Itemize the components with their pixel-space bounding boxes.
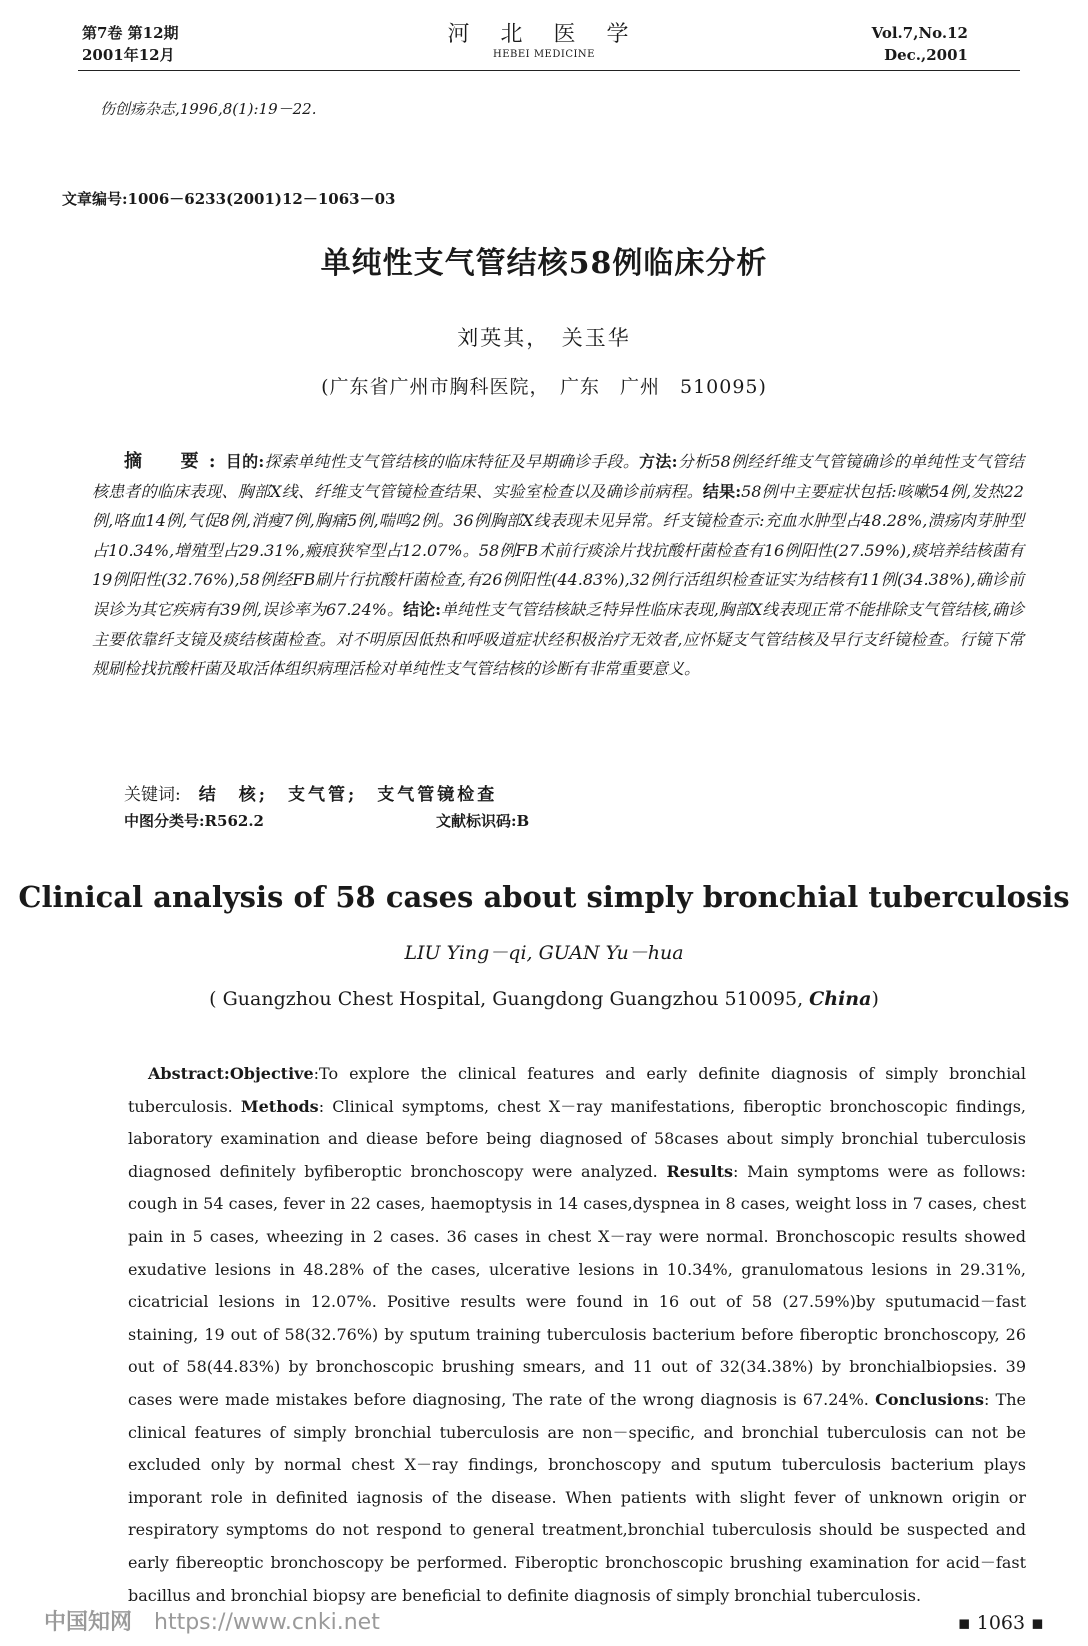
clc-number: 中图分类号:R562.2 <box>124 812 264 830</box>
keywords-line <box>124 780 497 805</box>
objective-text-en: :To explore the clinical features and early definite diagnosis of simply bronchial tuberculosis. <box>128 1064 1026 1116</box>
results-text-en: : Main symptoms were as follows: cough in 54 cases, fever in 22 cases, haemoptysis in 14 cases,dyspnea in 8 cases, weight loss in 7 cases, chest pain in 5 cases, wheezing in 2 cases. 36 cases in chest X－ray were normal. Bronchoscopic results showed exudative lesions in 48.28% of the cases, ulcerative lesions in 10.34%, granulomatous lesions in 29.31%, cicatricial lesions in 12.07%. Positive results were found in 16 out of 58 (27.59%)by sputumacid－fast staining, 19 out of 58(32.76%) by sputum training tuberculosis bacterium before fiberoptic bronchoscopy, 26 out of 58(44.83%) by bronchoscopic brushing smears, and 11 out of 32(34.38%) by bronchialbiopsies. 39 cases were made mistakes before diagnosing, The rate of the wrong diagnosis is 67.24%. <box>128 1161 1026 1409</box>
methods-text-en: : Clinical symptoms, chest X－ray manifestations, fiberoptic bronchoscopic findings, laboratory examination and diease before being diagnosed of 58cases about simply bronchial tuberculosis diagnosed definitely byfiberoptic bronchoscopy were analyzed. <box>128 1096 1026 1181</box>
journal-name-en: HEBEI MEDICINE <box>493 49 595 60</box>
methods-label-en: Methods <box>240 1096 319 1116</box>
affiliation-en-text: ( Guangzhou Chest Hospital, Guangdong Guangzhou 510095, <box>209 988 810 1010</box>
cnki-watermark <box>44 1605 380 1636</box>
conclusions-label-cn: 结论: <box>403 599 442 619</box>
affiliation-en <box>0 988 1088 1010</box>
objective-label-en: Objective <box>229 1064 314 1083</box>
keywords-label: 关键词: <box>124 785 181 805</box>
affiliation-en-country: China <box>809 988 872 1010</box>
objective-label-cn: 目的: <box>225 452 265 471</box>
title-cn: 单纯性支气管结核58例临床分析 <box>320 246 768 281</box>
running-header <box>0 22 1088 74</box>
cnki-url: https://www.cnki.net <box>154 1610 380 1635</box>
abstract-cn <box>92 447 1024 684</box>
conclusions-text-cn: 单纯性支气管结核缺乏特异性临床表现,胸部X线表现正常不能排除支气管结核,确诊主要依靠纤支镜及痰结核菌检查。对不明原因低热和呼吸道症状经积极治疗无效者,应怀疑支气管结核及早行支纤镜检查。行镜下常规刷检找抗酸杆菌及取活体组织病理活检对单纯性支气管结核的诊断有非常重要意义。 <box>92 599 1024 679</box>
volume-issue-cn: 第7卷 第12期 <box>82 24 179 42</box>
keywords-value: 结 核; 支气管; 支气管镜检查 <box>198 785 498 805</box>
header-rule <box>78 70 1020 71</box>
title-en: Clinical analysis of 58 cases about simply bronchial tuberculosis <box>18 880 1070 914</box>
results-label-cn: 结果: <box>702 481 742 501</box>
abstract-en <box>128 1058 1026 1612</box>
results-text-cn: 58例中主要症状包括:咳嗽54例,发热22例,咯血14例,气促8例,消瘦7例,胸痛5例,喘鸣2例。36例胸部X线表现未见异常。纤支镜检查示:充血水肿型占48.28%,溃疡肉芽肿型占10.34%,增殖型占29.31%,瘢痕狭窄型占12.07%。58例FB术前行痰涂片找抗酸杆菌检查有16例阳性(27.59%),痰培养结核菌有19例阳性(32.76%),58例经FB刷片行抗酸杆菌检查,有26例阳性(44.83%),32例行活组织检查证实为结核有11例(34.38%),确诊前误诊为其它疾病有39例,误诊率为67.24%。 <box>92 481 1024 619</box>
authors-en: LIU Ying－qi, GUAN Yu－hua <box>404 942 684 964</box>
conclusions-label-en: Conclusions <box>875 1389 984 1409</box>
results-label-en: Results <box>666 1161 734 1181</box>
date-cn: 2001年12月 <box>82 46 175 64</box>
date-en: Dec.,2001 <box>884 46 968 64</box>
objective-text-cn: 探索单纯性支气管结核的临床特征及早期确诊手段。 <box>264 452 640 471</box>
affiliation-cn: (广东省广州市胸科医院， 广东 广州 510095) <box>321 376 767 398</box>
conclusions-text-en: : The clinical features of simply bronchial tuberculosis are non－specific, and bronchial tuberculosis can not be excluded only by normal chest X－ray findings, bronchoscopy and sputum tuberculosis bacterium plays imporant role in definited iagnosis of the disease. When patients with slight fever of unknown origin or respiratory symptoms do not respond to general treatment,bronchial tuberculosis should be suspected and early fibereoptic bronchoscopy be performed. Fiberoptic bronchoscopic brushing examination for acid－fast bacillus and bronchial biopsy are beneficial to definite diagnosis of simply bronchial tuberculosis. <box>128 1389 1027 1605</box>
methods-text-cn: 分析58例经纤维支气管镜确诊的单纯性支气管结核患者的临床表现、胸部X线、纤维支气管镜检查结果、实验室检查以及确诊前病程。 <box>92 452 1024 501</box>
header-right <box>872 22 968 66</box>
journal-name-cn: 河 北 医 学 <box>447 22 641 47</box>
methods-label-cn: 方法: <box>639 452 678 471</box>
continued-reference: 伤创疡杂志,1996,8(1):19－22. <box>100 100 317 118</box>
article-number: 文章编号:1006－6233(2001)12－1063－03 <box>62 190 396 208</box>
authors-cn: 刘英其， 关玉华 <box>457 326 631 350</box>
volume-issue-en: Vol.7,No.12 <box>871 24 968 42</box>
document-code: 文献标识码:B <box>436 812 530 830</box>
affiliation-en-close: ) <box>871 988 879 1010</box>
abstract-en-label: Abstract: <box>148 1064 230 1083</box>
abstract-cn-heading: 摘 要: <box>124 451 226 472</box>
page-number: ▪ 1063 ▪ <box>957 1612 1044 1634</box>
cnki-logo: 中国知网 <box>44 1610 133 1635</box>
